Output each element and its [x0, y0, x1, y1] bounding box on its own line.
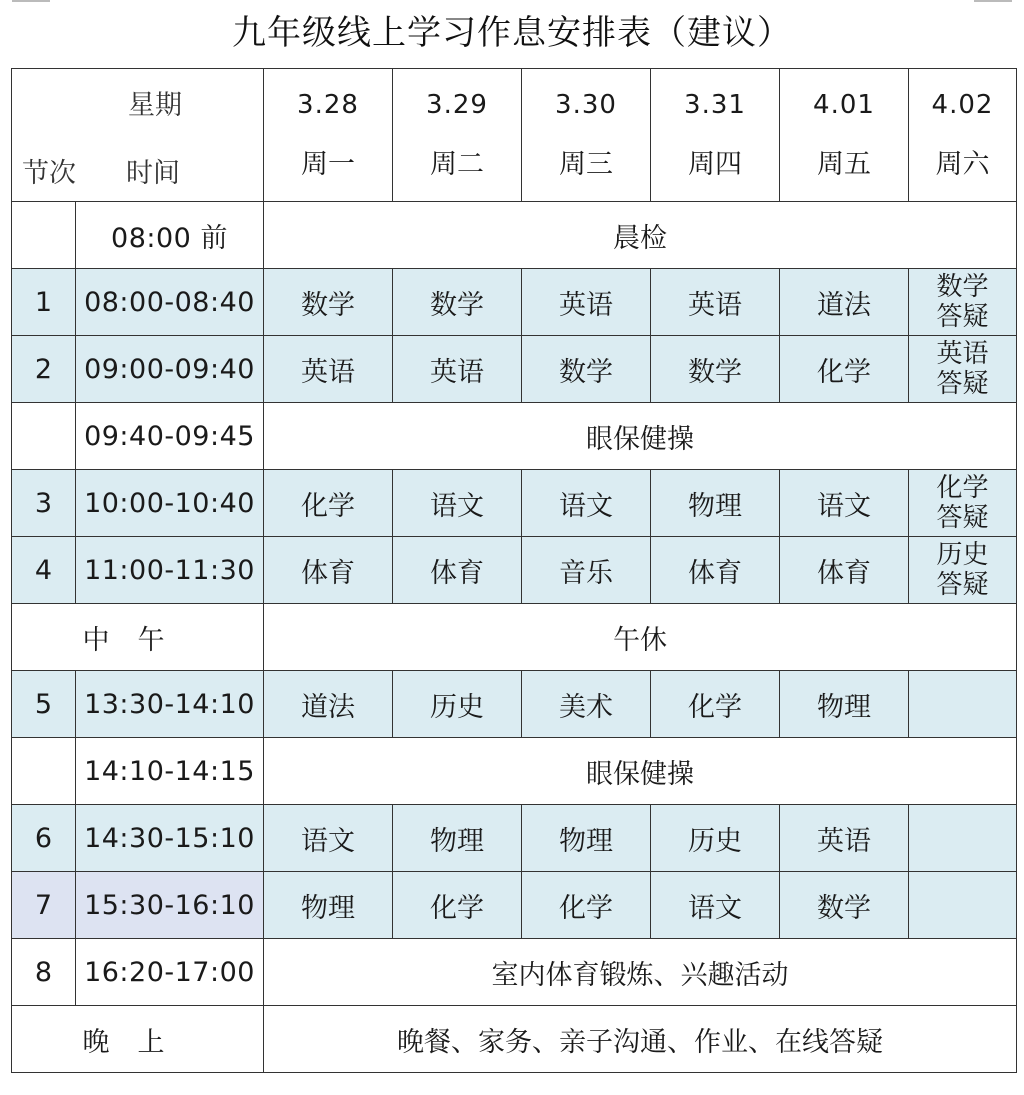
table-row	[12, 269, 1017, 336]
subject-cell: 语文	[522, 470, 651, 537]
period-cell: 5	[12, 671, 76, 738]
day-weekday: 周五	[817, 148, 871, 180]
subject-two-line	[936, 540, 988, 600]
day-header	[780, 69, 909, 202]
subject-cell: 美术	[522, 671, 651, 738]
subject-cell	[909, 336, 1017, 403]
day-header	[522, 69, 651, 202]
subject-cell: 体育	[393, 537, 522, 604]
subject-cell: 英语	[393, 336, 522, 403]
subject-cell: 物理	[264, 872, 393, 939]
time-cell: 13:30-14:10	[76, 671, 264, 738]
evening-label-cell: 晚上	[12, 1006, 264, 1073]
day-header	[651, 69, 780, 202]
time-cell: 14:30-15:10	[76, 805, 264, 872]
subject-cell	[909, 470, 1017, 537]
activity-cell: 眼保健操	[264, 738, 1017, 805]
day-date: 3.30	[555, 89, 617, 120]
subject-cell: 数学	[522, 336, 651, 403]
day-date: 4.01	[813, 89, 875, 120]
subject-cell: 英语	[264, 336, 393, 403]
day-date: 3.28	[297, 89, 359, 120]
subject-cell	[909, 671, 1017, 738]
subject-cell: 物理	[393, 805, 522, 872]
subject-line: 答疑	[936, 570, 989, 600]
subject-cell	[909, 805, 1017, 872]
subject-cell: 物理	[780, 671, 909, 738]
period-cell	[12, 738, 76, 805]
subject-cell	[909, 872, 1017, 939]
noon-label-cell: 中午	[12, 604, 264, 671]
subject-cell: 英语	[522, 269, 651, 336]
time-cell: 08:00 前	[76, 202, 264, 269]
subject-cell: 音乐	[522, 537, 651, 604]
header-row	[12, 69, 1017, 202]
subject-two-line	[936, 272, 988, 332]
table-row	[12, 738, 1017, 805]
activity-cell: 晨检	[264, 202, 1017, 269]
period-cell	[12, 403, 76, 470]
period-cell: 6	[12, 805, 76, 872]
subject-cell: 英语	[651, 269, 780, 336]
period-cell	[12, 202, 76, 269]
table-row	[12, 671, 1017, 738]
weekday-label: 星期	[128, 90, 182, 121]
subject-line: 答疑	[936, 503, 989, 533]
subject-cell: 数学	[651, 336, 780, 403]
time-cell: 09:00-09:40	[76, 336, 264, 403]
activity-cell: 室内体育锻炼、兴趣活动	[264, 939, 1017, 1006]
period-label: 节次	[22, 158, 76, 189]
time-cell: 10:00-10:40	[76, 470, 264, 537]
day-date: 3.31	[684, 89, 746, 120]
time-cell: 08:00-08:40	[76, 269, 264, 336]
table-row	[12, 939, 1017, 1006]
subject-line: 化学	[936, 473, 989, 503]
page-title: 九年级线上学习作息安排表（建议）	[232, 13, 792, 53]
subject-cell: 化学	[264, 470, 393, 537]
subject-cell: 化学	[393, 872, 522, 939]
subject-cell: 语文	[264, 805, 393, 872]
subject-cell: 物理	[651, 470, 780, 537]
day-header	[264, 69, 393, 202]
subject-cell: 语文	[393, 470, 522, 537]
activity-cell: 晚餐、家务、亲子沟通、作业、在线答疑	[264, 1006, 1017, 1073]
period-cell: 8	[12, 939, 76, 1006]
period-cell: 4	[12, 537, 76, 604]
time-cell: 09:40-09:45	[76, 403, 264, 470]
subject-line: 历史	[936, 540, 989, 570]
day-weekday: 周二	[430, 148, 484, 180]
subject-cell: 语文	[651, 872, 780, 939]
period-cell: 1	[12, 269, 76, 336]
subject-cell: 化学	[651, 671, 780, 738]
subject-line: 答疑	[936, 369, 989, 399]
table-row	[12, 604, 1017, 671]
subject-cell	[909, 537, 1017, 604]
day-header	[909, 69, 1017, 202]
subject-line: 数学	[936, 272, 989, 302]
table-row	[12, 537, 1017, 604]
day-weekday: 周三	[559, 148, 613, 180]
time-cell: 11:00-11:30	[76, 537, 264, 604]
header-corner-cell	[12, 69, 264, 202]
day-weekday: 周六	[935, 148, 990, 180]
table-row	[12, 805, 1017, 872]
subject-cell: 数学	[393, 269, 522, 336]
subject-cell: 道法	[264, 671, 393, 738]
period-cell: 7	[12, 872, 76, 939]
time-cell: 15:30-16:10	[76, 872, 264, 939]
table-row	[12, 1006, 1017, 1073]
subject-cell: 化学	[780, 336, 909, 403]
subject-cell: 体育	[264, 537, 393, 604]
subject-line: 英语	[936, 339, 989, 369]
subject-cell: 英语	[780, 805, 909, 872]
schedule-table	[11, 68, 1017, 1073]
table-row	[12, 403, 1017, 470]
table-row	[12, 872, 1017, 939]
activity-cell: 午休	[264, 604, 1017, 671]
subject-cell: 体育	[780, 537, 909, 604]
table-row	[12, 470, 1017, 537]
activity-cell: 眼保健操	[264, 403, 1017, 470]
period-cell: 3	[12, 470, 76, 537]
day-date: 4.02	[931, 89, 994, 120]
subject-two-line	[936, 339, 988, 399]
day-weekday: 周一	[301, 148, 355, 180]
subject-cell: 历史	[651, 805, 780, 872]
period-cell: 2	[12, 336, 76, 403]
subject-line: 答疑	[936, 302, 989, 332]
day-date: 3.29	[426, 89, 488, 120]
time-cell: 16:20-17:00	[76, 939, 264, 1006]
subject-cell: 物理	[522, 805, 651, 872]
day-header	[393, 69, 522, 202]
subject-cell: 数学	[780, 872, 909, 939]
subject-cell: 语文	[780, 470, 909, 537]
subject-cell: 历史	[393, 671, 522, 738]
subject-cell: 化学	[522, 872, 651, 939]
day-weekday: 周四	[688, 148, 742, 180]
subject-cell: 道法	[780, 269, 909, 336]
corner-mark	[12, 0, 50, 2]
table-row	[12, 202, 1017, 269]
subject-cell	[909, 269, 1017, 336]
time-cell: 14:10-14:15	[76, 738, 264, 805]
subject-two-line	[936, 473, 988, 533]
table-row	[12, 336, 1017, 403]
subject-cell: 体育	[651, 537, 780, 604]
corner-mark	[974, 0, 1012, 2]
time-label: 时间	[126, 158, 180, 189]
subject-cell: 数学	[264, 269, 393, 336]
